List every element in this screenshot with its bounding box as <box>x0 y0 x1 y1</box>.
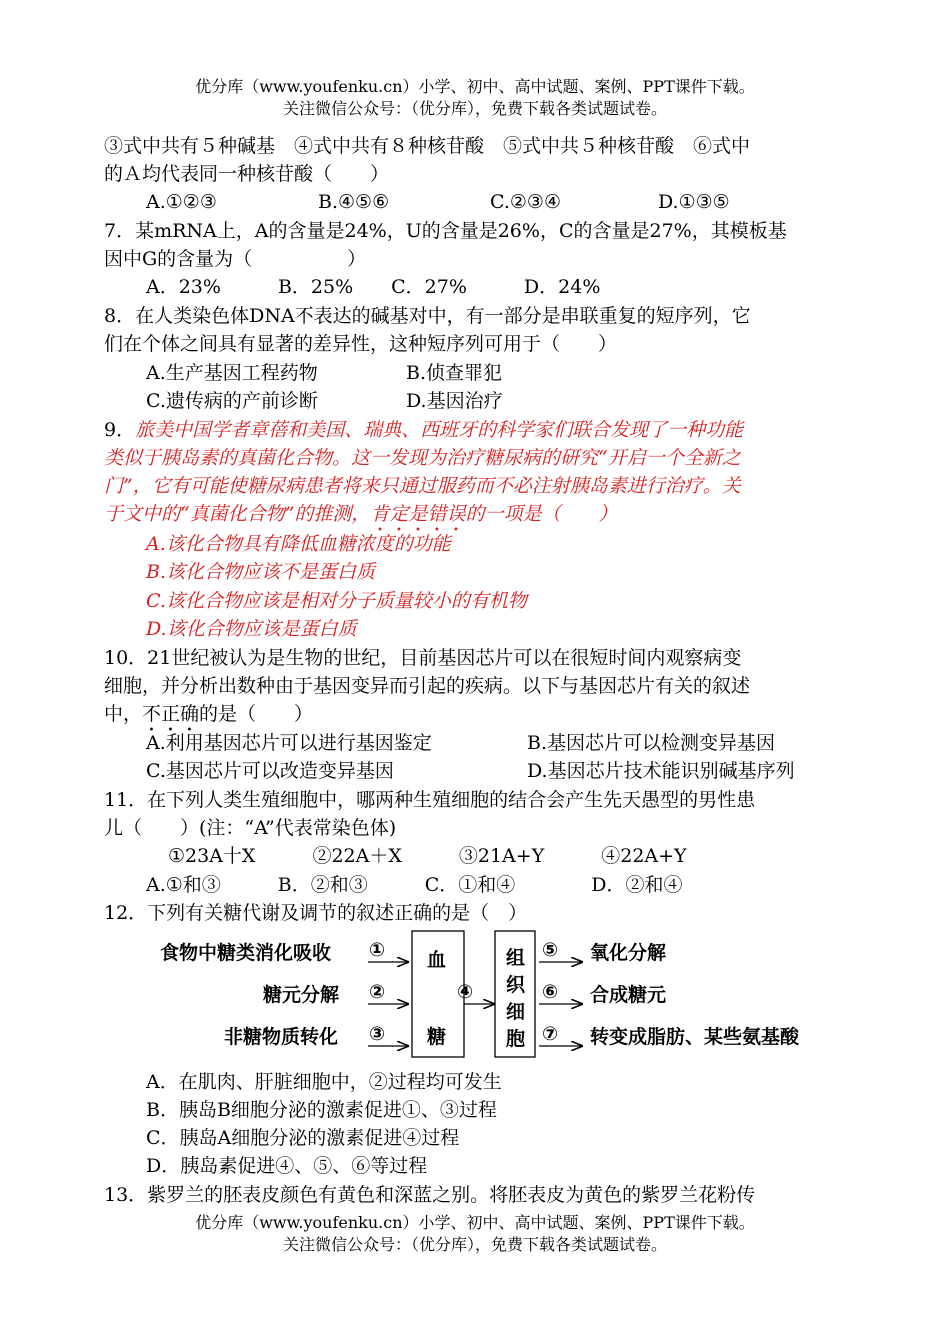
q6-option-b: B.④⑤⑥ <box>318 191 390 213</box>
process-3-label: ③ <box>369 1023 386 1045</box>
process-2-label: ② <box>369 981 386 1003</box>
q8-option-a: A.生产基因工程药物 <box>146 362 318 384</box>
footer-line-2: 关注微信公众号：（优分库），免费下载各类试题试卷。 <box>282 1235 667 1254</box>
q10-option-c: C.基因芯片可以改造变异基因 <box>146 760 394 782</box>
header-line-2: 关注微信公众号：（优分库），免费下载各类试题试卷。 <box>282 99 667 118</box>
q9-line-4-pre: 于文中的“真菌化合物”的推测， <box>104 503 371 525</box>
source-digestion-label: 食物中糖类消化吸收 <box>160 942 332 964</box>
q8-line-2: 们在个体之间具有显著的差异性，这种短序列可用于（ ） <box>104 333 618 355</box>
q10-line-3-post: 的是（ ） <box>199 703 314 725</box>
tissue-cell-char-3: 细 <box>506 1001 526 1023</box>
process-1-label: ① <box>369 939 386 961</box>
q9-option-b: B.该化合物应该不是蛋白质 <box>146 561 376 583</box>
q12-line-1: 12．下列有关糖代谢及调节的叙述正确的是（ ） <box>104 902 528 924</box>
q12-option-d: D．胰岛素促进④、⑤、⑥等过程 <box>146 1155 428 1177</box>
q9-emphasis: 肯定是错误 <box>370 503 466 525</box>
footer-line-1: 优分库（www.youfenku.cn）小学、初中、高中试题、案例、PPT课件下载。 <box>195 1213 755 1232</box>
q10-line-3-pre: 中， <box>104 703 143 725</box>
q11-items: ①23A十X ②22A＋X ③21A+Y ④22A+Y <box>168 845 687 867</box>
q7-line-2: 因中G的含量为（ ） <box>104 248 367 270</box>
q6-option-d: D.①③⑤ <box>658 191 730 213</box>
q10-option-b: B.基因芯片可以检测变异基因 <box>527 732 776 754</box>
q7-options: A．23% B．25% C．27% D．24% <box>146 276 601 298</box>
q11-line-2: 儿（ ）(注：“A”代表常染色体) <box>104 817 397 839</box>
q9-text-1: 旅美中国学者章蓓和美国、瑞典、西班牙的科学家们联合发现了一种功能 <box>135 419 744 441</box>
q6-options <box>146 188 786 216</box>
q10-line-2: 细胞，并分析出数种由于基因变异而引起的疾病。以下与基因芯片有关的叙述 <box>104 675 751 697</box>
q11-options: A.①和③ B．②和③ C．①和④ D．②和④ <box>146 874 683 896</box>
q9-number: 9． <box>104 419 136 441</box>
output-glycogen-label: 合成糖元 <box>590 984 667 1006</box>
source-nonsugar-label: 非糖物质转化 <box>224 1026 339 1048</box>
q13-line-1: 13．紫罗兰的胚表皮颜色有黄色和深蓝之别。将胚表皮为黄色的紫罗兰花粉传 <box>104 1184 756 1206</box>
q12-option-a: A．在肌肉、肝脏细胞中，②过程均可发生 <box>146 1071 502 1093</box>
q12-option-c: C．胰岛A细胞分泌的激素促进④过程 <box>146 1127 460 1149</box>
blood-sugar-char-2: 糖 <box>427 1026 447 1048</box>
output-oxidation-label: 氧化分解 <box>590 942 667 964</box>
q9-line-3: 门”，它有可能使糖尿病患者将来只通过服药而不必注射胰岛素进行治疗。关 <box>104 475 741 497</box>
q6-option-c: C.②③④ <box>490 191 561 213</box>
q12-option-b: B．胰岛B细胞分泌的激素促进①、③过程 <box>146 1099 497 1121</box>
q9-option-a: A.该化合物具有降低血糖浓度的功能 <box>146 533 451 555</box>
sugar-metabolism-diagram <box>150 926 850 1066</box>
tissue-cell-char-2: 织 <box>506 974 526 996</box>
process-7-label: ⑦ <box>542 1023 559 1045</box>
q10-option-a: A.利用基因芯片可以进行基因鉴定 <box>146 732 432 754</box>
output-fat-label: 转变成脂肪、某些氨基酸 <box>590 1026 800 1048</box>
blood-sugar-char-1: 血 <box>427 949 447 971</box>
q10-line-1: 10．21世纪被认为是生物的世纪，目前基因芯片可以在很短时间内观察病变 <box>104 647 742 669</box>
q6-line-1: ③式中共有５种碱基 ④式中共有８种核苷酸 ⑤式中共５种核苷酸 ⑥式中 <box>104 135 751 157</box>
process-4-label: ④ <box>457 981 474 1003</box>
tissue-cell-char-4: 胞 <box>506 1028 526 1050</box>
q6-line-2: 的Ａ均代表同一种核苷酸（ ） <box>104 163 390 185</box>
q8-option-d: D.基因治疗 <box>406 390 503 412</box>
process-5-label: ⑤ <box>542 939 559 961</box>
process-6-label: ⑥ <box>542 981 559 1003</box>
q8-option-b: B.侦查罪犯 <box>406 362 503 384</box>
q6-option-a: A.①②③ <box>146 191 217 213</box>
q8-line-1: 8．在人类染色体DNA不表达的碱基对中，有一部分是串联重复的短序列，它 <box>104 305 751 327</box>
q9-line-4-post: 的一项是（ ） <box>465 503 618 525</box>
source-glycogen-label: 糖元分解 <box>263 984 340 1006</box>
q9-option-d: D.该化合物应该是蛋白质 <box>146 618 357 640</box>
q9-option-c: C.该化合物应该是相对分子质量较小的有机物 <box>146 590 527 612</box>
q9-line-1 <box>104 416 743 444</box>
tissue-cell-char-1: 组 <box>506 947 526 969</box>
header-line-1: 优分库（www.youfenku.cn）小学、初中、高中试题、案例、PPT课件下载。 <box>195 77 755 96</box>
q11-line-1: 11．在下列人类生殖细胞中，哪两种生殖细胞的结合会产生先天愚型的男性患 <box>104 789 756 811</box>
q10-emphasis: 不正确 <box>142 703 200 725</box>
q10-option-d: D.基因芯片技术能识别碱基序列 <box>527 760 795 782</box>
q8-option-c: C.遗传病的产前诊断 <box>146 390 318 412</box>
q7-line-1: 7．某mRNA上，A的含量是24%，U的含量是26%，C的含量是27%，其模板基 <box>104 220 787 242</box>
q9-line-2: 类似于胰岛素的真菌化合物。这一发现为治疗糖尿病的研究“开启一个全新之 <box>104 447 741 469</box>
